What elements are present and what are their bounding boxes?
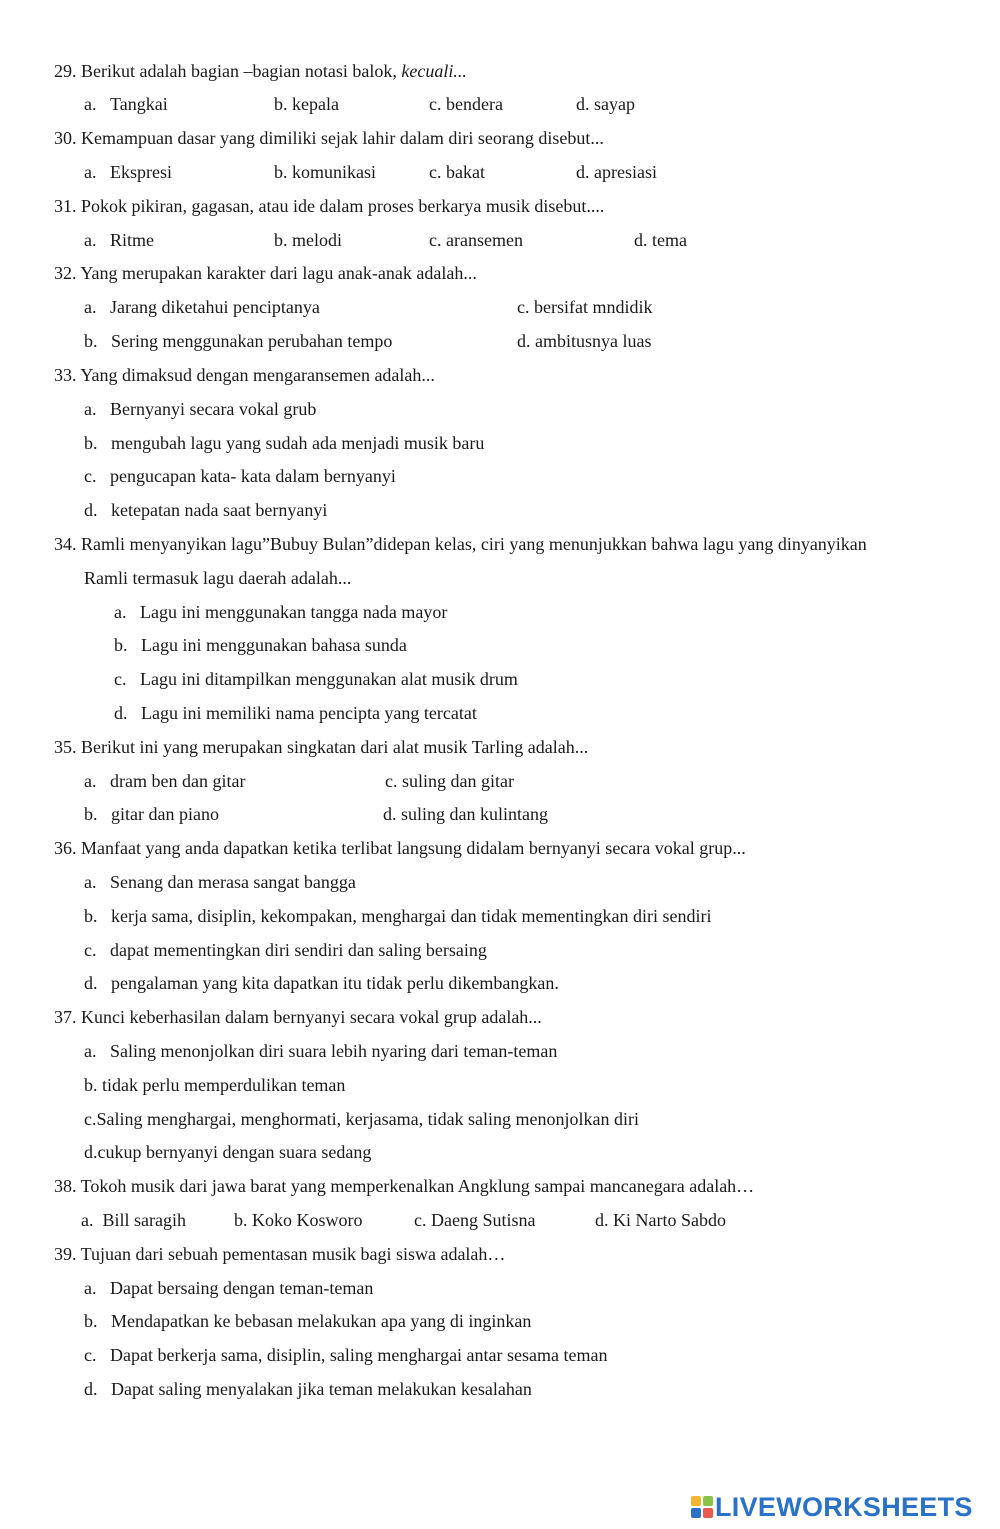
q39-option-a: a. Dapat bersaing dengan teman-teman xyxy=(84,1278,374,1298)
q29-option-b: b. kepala xyxy=(274,94,339,114)
q36-option-a: a. Senang dan merasa sangat bangga xyxy=(84,872,356,892)
q38-option-d: d. Ki Narto Sabdo xyxy=(595,1210,726,1230)
q29-option-a: a. Tangkai xyxy=(84,94,168,114)
q38-option-a: a. Bill saragih xyxy=(81,1210,186,1230)
q38-option-c: c. Daeng Sutisna xyxy=(414,1210,536,1230)
q30-option-c: c. bakat xyxy=(429,162,485,182)
q30-option-b: b. komunikasi xyxy=(274,162,376,182)
question-34-stem: 34. Ramli menyanyikan lagu”Bubuy Bulan”didepan kelas, ciri yang menunjukkan bahwa lagu yang dinyanyikan xyxy=(54,534,867,554)
question-37-stem: 37. Kunci keberhasilan dalam bernyanyi secara vokal grup adalah... xyxy=(54,1007,542,1027)
q37-option-a: a. Saling menonjolkan diri suara lebih nyaring dari teman-teman xyxy=(84,1041,558,1061)
q36-option-b: b. kerja sama, disiplin, kekompakan, menghargai dan tidak mementingkan diri sendiri xyxy=(84,906,712,926)
q34-option-c: c. Lagu ini ditampilkan menggunakan alat musik drum xyxy=(114,669,518,689)
q29-option-c: c. bendera xyxy=(429,94,503,114)
q35-option-c: c. suling dan gitar xyxy=(385,771,514,791)
q33-option-c: c. pengucapan kata- kata dalam bernyanyi xyxy=(84,466,396,486)
q37-option-d: d.cukup bernyanyi dengan suara sedang xyxy=(84,1142,372,1162)
q35-option-d: d. suling dan kulintang xyxy=(383,804,548,824)
q31-option-a: a. Ritme xyxy=(84,230,154,250)
q31-option-d: d. tema xyxy=(634,230,687,250)
q39-option-b: b. Mendapatkan ke bebasan melakukan apa yang di inginkan xyxy=(84,1311,532,1331)
question-29-stem: 29. Berikut adalah bagian –bagian notasi balok, xyxy=(54,61,402,81)
q32-option-c: c. bersifat mndidik xyxy=(517,297,653,317)
q37-option-b: b. tidak perlu memperdulikan teman xyxy=(84,1075,346,1095)
q39-option-d: d. Dapat saling menyalakan jika teman melakukan kesalahan xyxy=(84,1379,532,1399)
q29-option-d: d. sayap xyxy=(576,94,635,114)
q35-option-a: a. dram ben dan gitar xyxy=(84,771,246,791)
q34-option-b: b. Lagu ini menggunakan bahasa sunda xyxy=(114,635,407,655)
question-39-stem: 39. Tujuan dari sebuah pementasan musik bagi siswa adalah… xyxy=(54,1244,506,1264)
q39-option-c: c. Dapat berkerja sama, disiplin, saling menghargai antar sesama teman xyxy=(84,1345,608,1365)
q32-option-b: b. Sering menggunakan perubahan tempo xyxy=(84,331,393,351)
q32-option-a: a. Jarang diketahui penciptanya xyxy=(84,297,320,317)
question-32-stem: 32. Yang merupakan karakter dari lagu anak-anak adalah... xyxy=(54,263,477,283)
q34-option-a: a. Lagu ini menggunakan tangga nada mayor xyxy=(114,602,448,622)
question-29-stem-emphasis: kecuali... xyxy=(401,61,467,81)
question-30-stem: 30. Kemampuan dasar yang dimiliki sejak lahir dalam diri seorang disebut... xyxy=(54,128,604,148)
question-38-stem: 38. Tokoh musik dari jawa barat yang memperkenalkan Angklung sampai mancanegara adalah… xyxy=(54,1176,755,1196)
liveworksheets-logo[interactable] xyxy=(691,1490,973,1524)
question-31-stem: 31. Pokok pikiran, gagasan, atau ide dalam proses berkarya musik disebut.... xyxy=(54,196,605,216)
q33-option-a: a. Bernyanyi secara vokal grub xyxy=(84,399,317,419)
q38-option-b: b. Koko Kosworo xyxy=(234,1210,363,1230)
question-34-stem-cont: Ramli termasuk lagu daerah adalah... xyxy=(84,568,352,588)
q35-option-b: b. gitar dan piano xyxy=(84,804,219,824)
q31-option-b: b. melodi xyxy=(274,230,342,250)
q32-option-d: d. ambitusnya luas xyxy=(517,331,652,351)
q31-option-c: c. aransemen xyxy=(429,230,523,250)
q36-option-c: c. dapat mementingkan diri sendiri dan saling bersaing xyxy=(84,940,487,960)
liveworksheets-logo-text: LIVEWORKSHEETS xyxy=(715,1491,973,1522)
liveworksheets-logo-icon xyxy=(691,1496,713,1518)
q30-option-d: d. apresiasi xyxy=(576,162,657,182)
q34-option-d: d. Lagu ini memiliki nama pencipta yang tercatat xyxy=(114,703,477,723)
q33-option-b: b. mengubah lagu yang sudah ada menjadi musik baru xyxy=(84,433,485,453)
question-33-stem: 33. Yang dimaksud dengan mengaransemen adalah... xyxy=(54,365,435,385)
q36-option-d: d. pengalaman yang kita dapatkan itu tidak perlu dikembangkan. xyxy=(84,973,559,993)
q37-option-c: c.Saling menghargai, menghormati, kerjasama, tidak saling menonjolkan diri xyxy=(84,1109,640,1129)
question-29 xyxy=(54,60,467,82)
question-36-stem: 36. Manfaat yang anda dapatkan ketika terlibat langsung didalam bernyanyi secara vokal grup... xyxy=(54,838,746,858)
question-35-stem: 35. Berikut ini yang merupakan singkatan dari alat musik Tarling adalah... xyxy=(54,737,589,757)
q33-option-d: d. ketepatan nada saat bernyanyi xyxy=(84,500,328,520)
q30-option-a: a. Ekspresi xyxy=(84,162,172,182)
